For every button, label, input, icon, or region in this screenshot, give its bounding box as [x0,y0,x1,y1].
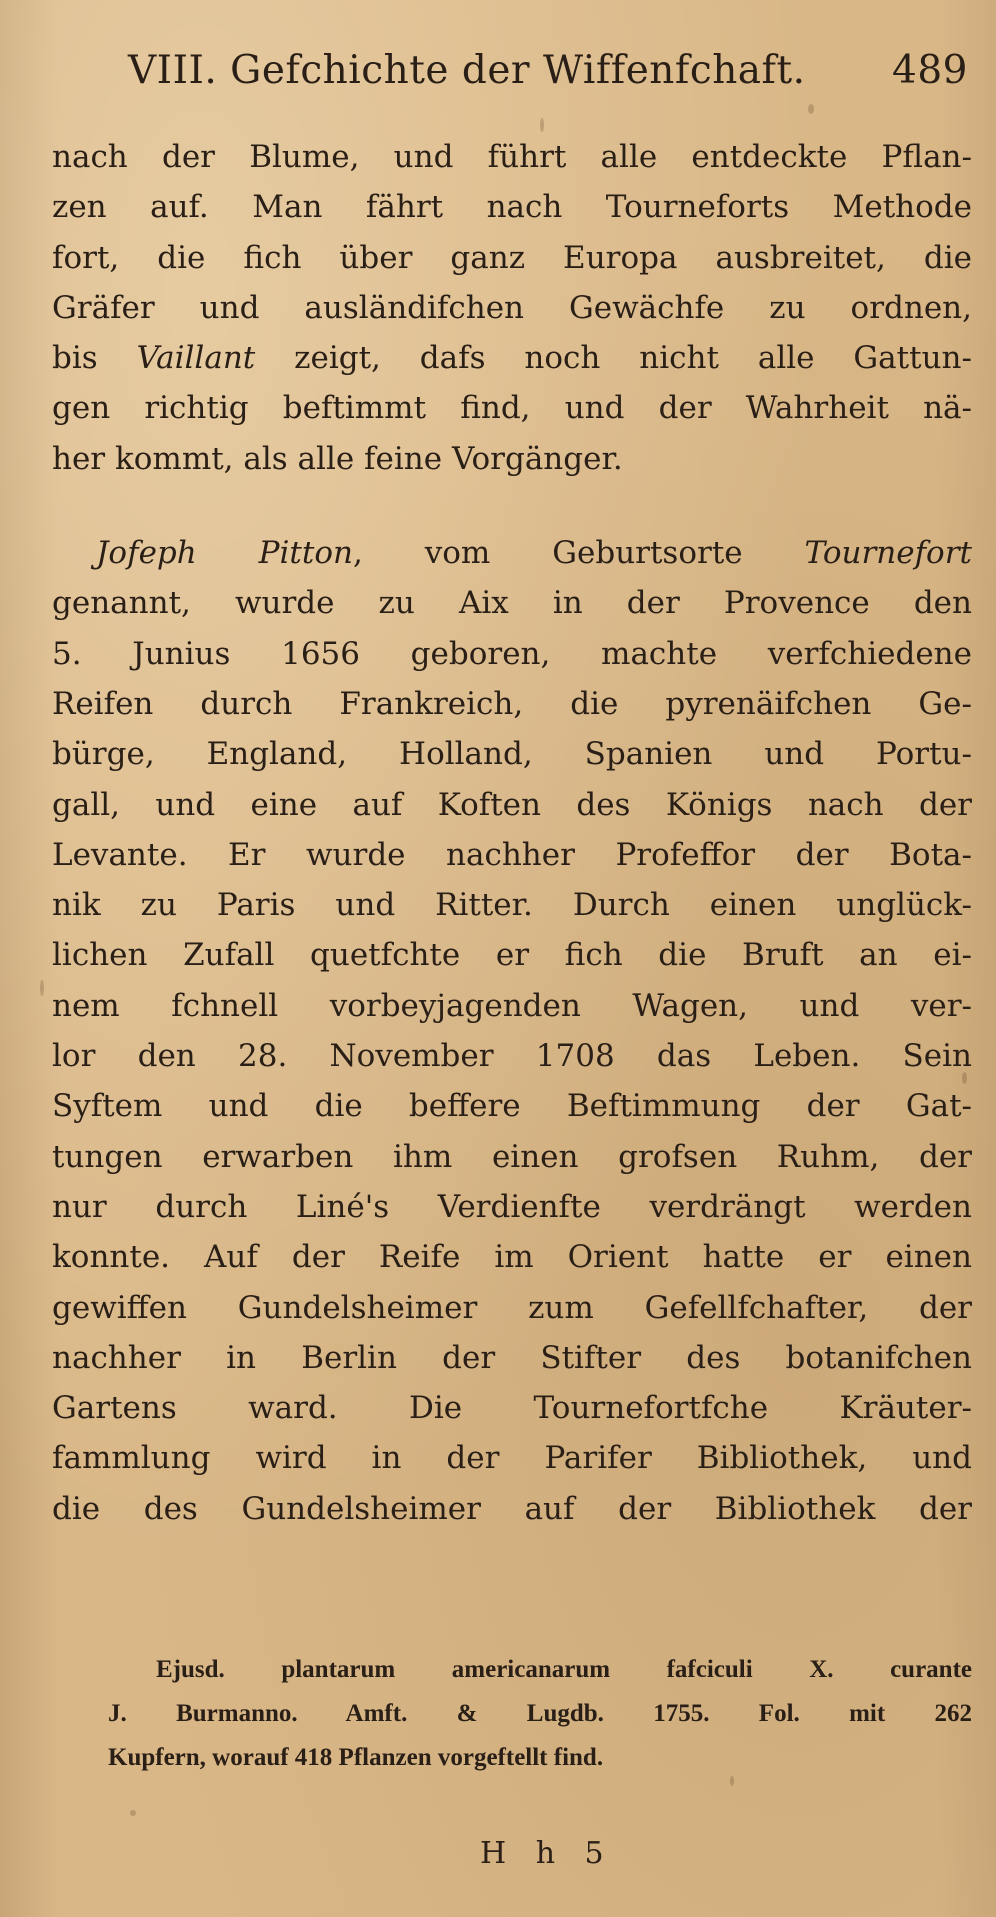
text-line: Reifen durch Frankreich, die pyrenäifchen Ge- [52,685,972,722]
person-name-italic: Jofeph Pitton [96,535,353,572]
text-line: gen richtig beftimmt find, und der Wahrheit nä- [52,390,972,427]
text-line: genannt, wurde zu Aix in der Provence den [52,585,972,622]
printer-signature: H h 5 [480,1836,614,1871]
text-line: nik zu Paris und Ritter. Durch einen unglück- [52,887,972,924]
text-line: 5. Junius 1656 geboren, machte verfchiedene [52,635,972,672]
text-line: Syftem und die beffere Beftimmung der Gat- [52,1088,972,1125]
text-line: fammlung wird in der Parifer Bibliothek, und [52,1440,972,1477]
footnote-line: Kupfern, worauf 418 Pflanzen vorgeftellt find. [108,1744,604,1771]
page-number: 489 [892,48,968,93]
text-line: konnte. Auf der Reife im Orient hatte er einen [52,1239,972,1276]
footnote-line: Ejusd. plantarum americanarum fafciculi X. curante [156,1656,972,1683]
text-line: lor den 28. November 1708 das Leben. Sein [52,1038,972,1075]
text-line: die des Gundelsheimer auf der Bibliothek der [52,1490,972,1527]
text-line: nem fchnell vorbeyjagenden Wagen, und ver- [52,987,972,1024]
paper-speck [730,1776,734,1786]
paper-speck [962,1072,967,1084]
text-line: her kommt, als alle feine Vorgänger. [52,440,623,477]
body-text [52,132,972,1534]
text-line: gall, und eine auf Koften des Königs nach der [52,786,972,823]
text-line: nachher in Berlin der Stifter des botanifchen [52,1339,972,1376]
text-segment: bis [52,340,137,377]
person-name-italic: Vaillant [136,340,256,377]
footnote-line: J. Burmanno. Amft. & Lugdb. 1755. Fol. mit 262 [108,1700,972,1727]
text-segment: zeigt, dafs noch nicht alle Gattun- [255,340,972,377]
text-line: lichen Zufall quetfchte er fich die Bruft an ei- [52,937,972,974]
text-line: Gräfer und ausländifchen Gewächfe zu ordnen, [52,289,972,326]
paper-speck [808,104,814,114]
text-line: tungen erwarben ihm einen grofsen Ruhm, der [52,1138,972,1175]
text-line [52,528,972,578]
text-line: nur durch Liné's Verdienfte verdrängt werden [52,1188,972,1225]
text-segment: , vom Geburtsorte [352,535,805,572]
text-line: nach der Blume, und führt alle entdeckte Pflan- [52,139,972,175]
header-title: VIII. Gefchichte der Wiffenfchaft. [128,48,806,93]
text-line: Levante. Er wurde nachher Profeffor der Bota- [52,836,972,873]
place-name-italic: Tournefort [804,535,972,572]
text-line: bürge, England, Holland, Spanien und Portu- [52,736,972,773]
text-line: zen auf. Man fährt nach Tourneforts Methode [52,189,972,226]
running-header [128,48,968,110]
paper-speck [130,1810,136,1816]
text-line [52,333,972,383]
footnote [108,1648,972,1780]
paragraph-gap [52,484,972,528]
text-line: fort, die fich über ganz Europa ausbreitet, die [52,239,972,276]
paper-speck [540,118,544,132]
paper-speck [40,980,44,996]
text-line: Gartens ward. Die Tournefortfche Kräuter- [52,1390,972,1427]
text-line: gewiffen Gundelsheimer zum Gefellfchafter, der [52,1289,972,1326]
